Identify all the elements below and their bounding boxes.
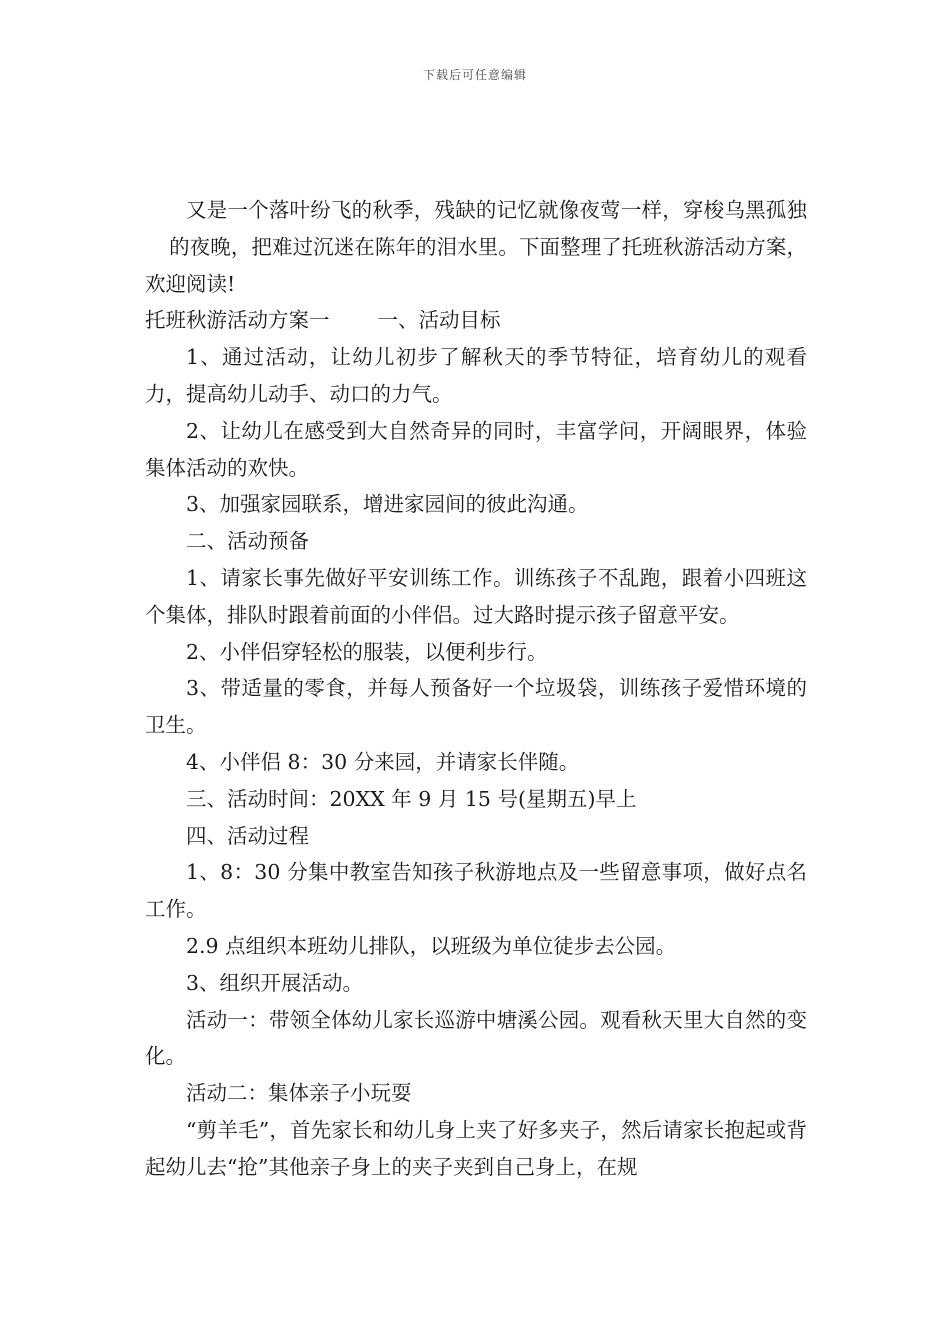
activity-2-description: “剪羊毛”，首先家长和幼儿身上夹了好多夹子，然后请家长抱起或背起幼儿去“抢”其他亲子身上的夹子夹到自己身上，在规 (145, 1117, 807, 1179)
prep-item-4: 4、小伴侣 8：30 分来园，并请家长伴随。 (186, 749, 580, 774)
process-item-1: 1、8：30 分集中教室告知孩子秋游地点及一些留意事项，做好点名工作。 (145, 860, 807, 922)
plan-heading-line (145, 302, 807, 339)
intro-paragraph (145, 192, 807, 302)
goal-item-1: 1、通过活动，让幼儿初步了解秋天的季节特征，培育幼儿的观看力，提高幼儿动手、动口的力气。 (145, 345, 807, 406)
activity-2-heading: 活动二：集体亲子小玩耍 (186, 1081, 412, 1106)
prep-item-1: 1、请家长事先做好平安训练工作。训练孩子不乱跑，跟着小四班这个集体，排队时跟着前面的小伴侣。过大路时提示孩子留意平安。 (145, 565, 807, 627)
prep-item-2: 2、小伴侣穿轻松的服装，以便利步行。 (186, 639, 548, 664)
intro-text-part1: 又是一个落叶纷飞的秋季，残缺的记忆就像夜莺一样，穿梭乌黑孤独 (186, 198, 807, 222)
page-header: 下载后可任意编辑 (422, 68, 527, 82)
section-heading-goals: 一、活动目标 (377, 308, 501, 333)
goal-item-2: 2、让幼儿在感受到大自然奇异的同时，丰富学问，开阔眼界，体验集体活动的欢快。 (145, 418, 807, 480)
prep-item-3: 3、带适量的零食，并每人预备好一个垃圾袋，训练孩子爱惜环境的卫生。 (145, 676, 807, 738)
section-heading-process: 四、活动过程 (186, 823, 309, 848)
activity-1: 活动一：带领全体幼儿家长巡游中塘溪公园。观看秋天里大自然的变化。 (145, 1007, 807, 1069)
process-item-2: 2.9 点组织本班幼儿排队，以班级为单位徒步去公园。 (186, 933, 677, 958)
goal-item-3: 3、加强家园联系，增进家园间的彼此沟通。 (186, 492, 589, 517)
document-body (145, 192, 807, 1186)
plan-title: 托班秋游活动方案一 (145, 308, 330, 333)
section-time: 三、活动时间：20XX 年 9 月 15 号(星期五)早上 (186, 786, 637, 811)
section-heading-prep: 二、活动预备 (186, 529, 309, 554)
intro-text-part2: 的夜晚，把难过沉迷在陈年的泪水里。下面整理了托班秋游活动方案，欢迎阅读! (145, 234, 807, 296)
process-item-3: 3、组织开展活动。 (186, 970, 364, 995)
